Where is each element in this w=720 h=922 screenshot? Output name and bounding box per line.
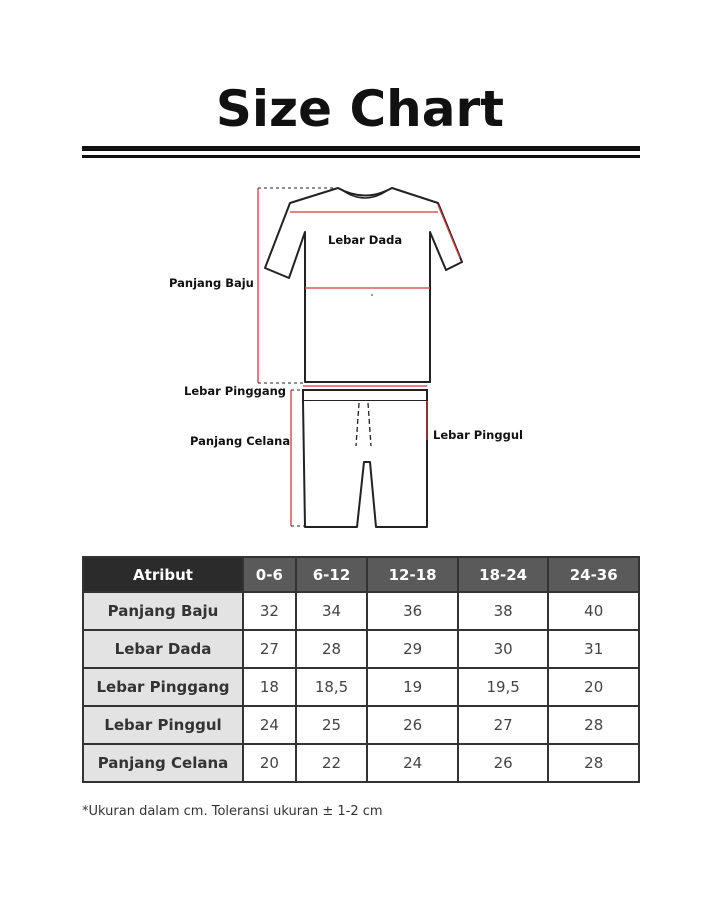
garment-diagram xyxy=(0,160,720,540)
header-size: 12-18 xyxy=(367,557,458,592)
table-cell: 27 xyxy=(458,706,549,744)
table-cell: 25 xyxy=(296,706,368,744)
center-dot xyxy=(371,294,373,296)
row-label: Lebar Dada xyxy=(83,630,243,668)
label-lebar-pinggul: Lebar Pinggul xyxy=(433,428,523,442)
row-label: Lebar Pinggang xyxy=(83,668,243,706)
table-row xyxy=(83,744,639,782)
table-cell: 22 xyxy=(296,744,368,782)
table-cell: 19 xyxy=(367,668,458,706)
table-cell: 26 xyxy=(367,706,458,744)
table-cell: 27 xyxy=(243,630,296,668)
table-row xyxy=(83,592,639,630)
title-divider-thick xyxy=(82,146,640,151)
table-cell: 29 xyxy=(367,630,458,668)
header-size: 6-12 xyxy=(296,557,368,592)
table-cell: 28 xyxy=(296,630,368,668)
tshirt-outline xyxy=(265,188,462,382)
table-cell: 18 xyxy=(243,668,296,706)
row-label: Panjang Baju xyxy=(83,592,243,630)
table-cell: 18,5 xyxy=(296,668,368,706)
table-cell: 28 xyxy=(548,744,639,782)
measurement-note: *Ukuran dalam cm. Toleransi ukuran ± 1-2 cm xyxy=(82,804,383,819)
table-cell: 24 xyxy=(367,744,458,782)
table-cell: 28 xyxy=(548,706,639,744)
table-cell: 31 xyxy=(548,630,639,668)
table-row xyxy=(83,668,639,706)
header-size: 0-6 xyxy=(243,557,296,592)
table-cell: 34 xyxy=(296,592,368,630)
table-cell: 32 xyxy=(243,592,296,630)
label-panjang-baju: Panjang Baju xyxy=(169,276,254,290)
table-cell: 36 xyxy=(367,592,458,630)
table-row xyxy=(83,706,639,744)
table-cell: 20 xyxy=(548,668,639,706)
header-size: 24-36 xyxy=(548,557,639,592)
page-title: Size Chart xyxy=(215,80,505,138)
shorts-outline xyxy=(303,401,427,527)
table-cell: 20 xyxy=(243,744,296,782)
title-divider-thin xyxy=(82,155,640,158)
size-table xyxy=(82,556,640,783)
row-label: Lebar Pinggul xyxy=(83,706,243,744)
size-table-header xyxy=(83,557,639,592)
table-cell: 38 xyxy=(458,592,549,630)
table-cell: 30 xyxy=(458,630,549,668)
row-label: Panjang Celana xyxy=(83,744,243,782)
header-size: 18-24 xyxy=(458,557,549,592)
table-row xyxy=(83,630,639,668)
label-panjang-celana: Panjang Celana xyxy=(190,434,291,448)
table-cell: 19,5 xyxy=(458,668,549,706)
header-attribute: Atribut xyxy=(83,557,243,592)
label-lebar-dada: Lebar Dada xyxy=(328,233,403,247)
table-cell: 40 xyxy=(548,592,639,630)
table-cell: 26 xyxy=(458,744,549,782)
table-cell: 24 xyxy=(243,706,296,744)
label-lebar-pinggang: Lebar Pinggang xyxy=(184,384,286,398)
shorts-waistband xyxy=(303,390,427,401)
